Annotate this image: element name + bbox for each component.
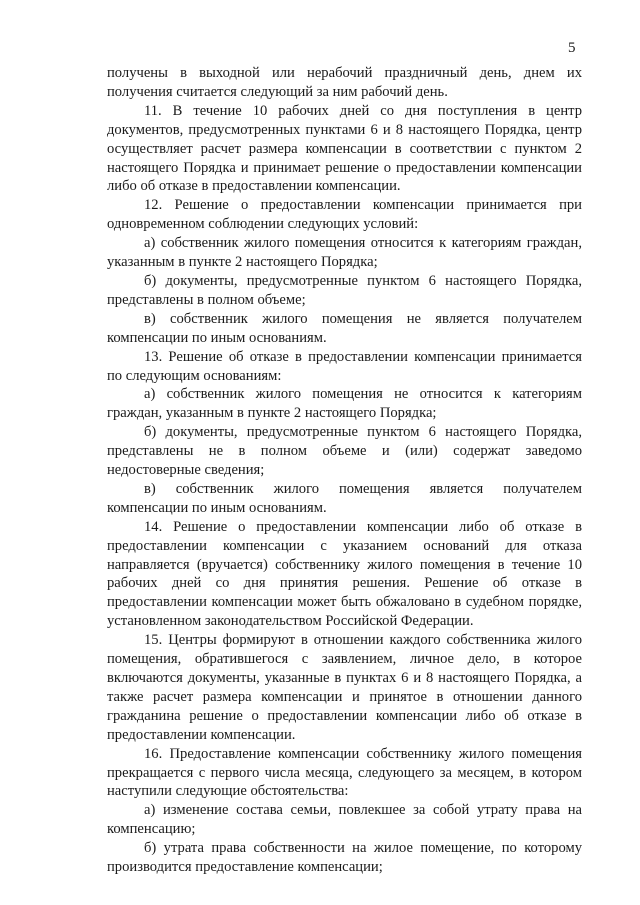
paragraph-13-v: в) собственник жилого помещения является получателем компенсации по иным основаниям. [107, 480, 582, 516]
paragraph-12: 12. Решение о предоставлении компенсации принимается при одновременном соблюдении следующих условий: [107, 197, 582, 233]
paragraph-13: 13. Решение об отказе в предоставлении компенсации принимается по следующим основаниям: [107, 348, 582, 384]
paragraph-16: 16. Предоставление компенсации собственнику жилого помещения прекращается с первого числа месяца, следующего за месяцем, в котором наступили следующие обстоятельства: [107, 745, 582, 800]
paragraph-12-v: в) собственник жилого помещения не является получателем компенсации по иным основаниям. [107, 310, 582, 346]
paragraph-13-a: а) собственник жилого помещения не относится к категориям граждан, указанным в пункте 2 настоящего Порядка; [107, 386, 582, 422]
paragraph-16-a: а) изменение состава семьи, повлекшее за собой утрату права на компенсацию; [107, 802, 582, 838]
paragraph-continuation: получены в выходной или нерабочий праздничный день, днем их получения считается следующий за ним рабочий день. [107, 65, 582, 100]
paragraph-13-b: б) документы, предусмотренные пунктом 6 настоящего Порядка, представлены не в полном объеме и (или) содержат заведомо недостоверные сведения; [107, 424, 582, 479]
page-number: 5 [568, 40, 576, 56]
paragraph-14: 14. Решение о предоставлении компенсации либо об отказе в предоставлении компенсации с указанием оснований для отказа направляется (вручается) собственнику жилого помещения в течение 10 рабочих дней со дня принятия решения. Решение об отказе в предоставлении компенсации может быть обжаловано в судебном порядке, установленном законодательством Российской Федерации. [107, 518, 582, 630]
paragraph-11: 11. В течение 10 рабочих дней со дня поступления в центр документов, предусмотренных пунктами 6 и 8 настоящего Порядка, центр осуществляет расчет размера компенсации в соответствии с пунктом 2 настоящего Порядка и принимает решение о предоставлении компенсации либо об отказе в предоставлении компенсации. [107, 102, 582, 195]
paragraph-12-b: б) документы, предусмотренные пунктом 6 настоящего Порядка, представлены в полном объеме; [107, 272, 582, 308]
paragraph-15: 15. Центры формируют в отношении каждого собственника жилого помещения, обратившегося с заявлением, личное дело, в которое включаются документы, указанные в пунктах 6 и 8 настоящего Порядка, а также расчет размера компенсации и принятое в отношении данного гражданина решение о предоставлении компенсации либо об отказе в предоставлении компенсации. [107, 632, 582, 743]
paragraph-12-a: а) собственник жилого помещения относится к категориям граждан, указанным в пункте 2 настоящего Порядка; [107, 235, 582, 271]
paragraph-16-b: б) утрата права собственности на жилое помещение, по которому производится предоставление компенсации; [107, 840, 582, 876]
document-body [107, 64, 582, 877]
